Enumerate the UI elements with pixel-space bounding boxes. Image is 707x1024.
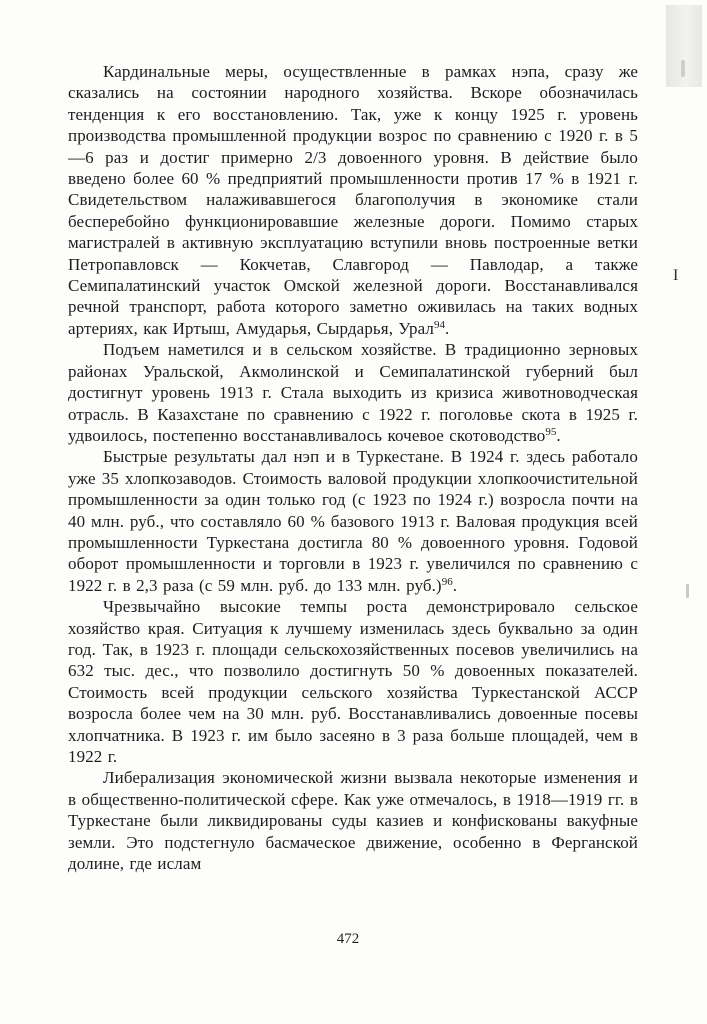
body-text — [68, 61, 638, 874]
paragraph — [68, 596, 638, 767]
footnote-reference: 95 — [545, 425, 557, 438]
paragraph-text: Чрезвычайно высокие темпы роста демонстрировало сельское хозяйство края. Ситуация к лучшему изменилась здесь буквально за один год. Так, в 1923 г. площади сельскохозяйственных посевов увеличились на 632 тыс. дес., что позволило достигнуть 50 % довоенных показателей. Стоимость всей продукции сельского хозяйства Туркестанской АССР возросла более чем на 30 млн. руб. Восстанавливались довоенные посевы хлопчатника. В 1923 г. им было засеяно в 3 раза больше площадей, чем в 1922 г. — [68, 597, 638, 766]
paragraph — [68, 767, 638, 874]
paragraph-text: Кардинальные меры, осуществленные в рамках нэпа, сразу же сказались на состоянии народного хозяйства. Вскоре обозначилась тенденция к его восстановлению. Так, уже к концу 1925 г. уровень производства промышленной продукции возрос по сравнению с 1920 г. в 5—6 раз и достиг примерно 2/3 довоенного уровня. В действие было введено более 60 % предприятий промышленности против 17 % в 1921 г. Свидетельством налаживавшегося благополучия в экономике стали бесперебойно функционировавшие железные дороги. Помимо старых магистралей в активную эксплуатацию вступили вновь построенные ветки Петропавловск — Кокчетав, Славгород — Павлодар, а также Семипалатинский участок Омской железной дороги. Восстанавливался речной транспорт, работа которого заметно оживилась на таких водных артериях, как Иртыш, Амударья, Сырдарья, Урал — [68, 62, 638, 338]
paragraph — [68, 61, 638, 339]
scan-speck — [686, 584, 689, 598]
page-number: 472 — [336, 931, 360, 947]
paragraph-tail: . — [556, 425, 561, 445]
paragraph-text: Быстрые результаты дал нэп и в Туркестане. В 1924 г. здесь работало уже 35 хлопкозаводов. Стоимость валовой продукции хлопкоочистительной промышленности за один только год (с 1923 по 1924 г.) возросла почти на 40 млн. руб., что составляло 60 % базового 1913 г. Валовая продукция всей промышленности Туркестана достигла 80 % довоенного уровня. Годовой оборот промышленности и торговли в 1923 г. увеличился по сравнению с 1922 г. в 2,3 раза (с 59 млн. руб. до 133 млн. руб.) — [68, 447, 638, 595]
margin-mark: I — [673, 267, 679, 284]
scan-artifact-band — [666, 5, 702, 87]
footnote-reference: 94 — [434, 318, 446, 331]
paragraph-text: Подъем наметился и в сельском хозяйстве. В традиционно зерновых районах Уральской, Акмолинской и Семипалатинской губерний был достигнут уровень 1913 г. Стала выходить из кризиса животноводческая отрасль. В Казахстане по сравнению с 1922 г. поголовье скота в 1925 г. удвоилось, постепенно восстанавливалось кочевое скотоводство — [68, 340, 638, 445]
paragraph — [68, 446, 638, 596]
scan-artifact-smudge — [681, 60, 685, 77]
paragraph-tail: . — [445, 318, 450, 338]
paragraph-text: Либерализация экономической жизни вызвала некоторые изменения и в общественно-политической сфере. Как уже отмечалось, в 1918—1919 гг. в Туркестане были ликвидированы суды казиев и конфискованы вакуфные земли. Это подстегнуло басмаческое движение, особенно в Ферганской долине, где ислам — [68, 768, 638, 874]
paragraph — [68, 339, 638, 446]
footnote-reference: 96 — [441, 575, 453, 588]
paragraph-tail: . — [452, 575, 458, 595]
